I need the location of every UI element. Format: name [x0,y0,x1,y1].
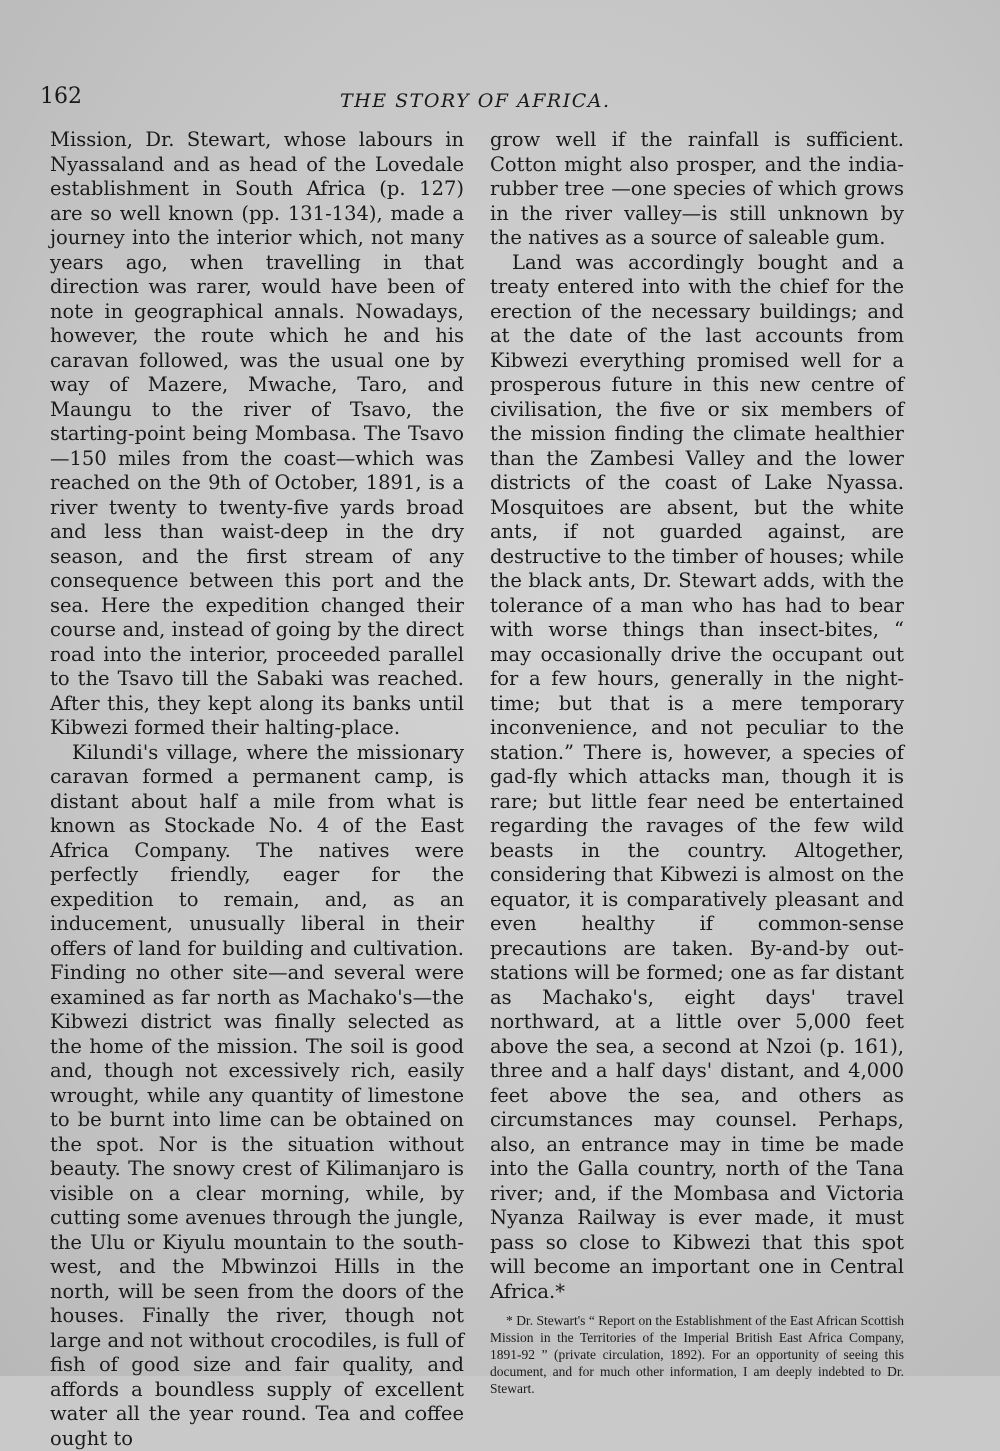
page-number: 162 [40,84,82,109]
left-column [50,128,464,1451]
paragraph: Mission, Dr. Stewart, whose labours in Nyassaland and as head of the Lovedale establishment in South Africa (p. 127) are so well known (pp. 131-134), made a journey into the interior which, not many years ago, when travelling in that direction was rarer, would have been of note in geographical annals. Nowadays, however, the route which he and his caravan followed, was the usual one by way of Mazere, Mwache, Taro, and Maungu to the river of Tsavo, the starting-point being Mombasa. The Tsavo—150 miles from the coast—which was reached on the 9th of October, 1891, is a river twenty to twenty-five yards broad and less than waist-deep in the dry season, and the first stream of any consequence between this port and the sea. Here the expedition changed their course and, instead of going by the direct road into the interior, proceeded parallel to the Tsavo till the Sabaki was reached. After this, they kept along its banks until Kibwezi formed their halting-place. [50,128,464,741]
page-header [40,84,960,124]
right-column [490,128,904,1397]
footnote-text: * Dr. Stewart's “ Report on the Establishment of the East African Scottish Mission in the Territories of the Imperial British East Africa Company, 1891-92 ” (private circulation, 1892). For an opportunity of seeing this document, and for much other information, I am deeply indebted to Dr. Stewart. [490,1312,904,1397]
running-title: THE STORY OF AFRICA. [340,90,611,112]
footnote [490,1312,904,1397]
paragraph: grow well if the rainfall is sufficient. Cotton might also prosper, and the india-rubber tree —one species of which grows in the river valley—is still unknown by the natives as a source of saleable gum. [490,128,904,251]
paragraph: Land was accordingly bought and a treaty entered into with the chief for the erection of the necessary buildings; and at the date of the last accounts from Kibwezi everything promised well for a prosperous future in this new centre of civilisation, the five or six members of the mission finding the climate healthier than the Zambesi Valley and the lower districts of the coast of Lake Nyassa. Mosquitoes are absent, but the white ants, if not guarded against, are destructive to the timber of houses; while the black ants, Dr. Stewart adds, with the tolerance of a man who has had to bear with worse things than insect-bites, “ may occasionally drive the occupant out for a few hours, generally in the night-time; but that is a mere temporary inconvenience, and not peculiar to the station.” There is, however, a species of gad-fly which attacks man, though it is rare; but little fear need be entertained regarding the ravages of the few wild beasts in the country. Altogether, considering that Kibwezi is almost on the equator, it is comparatively pleasant and even healthy if common-sense precautions are taken. By-and-by out-stations will be formed; one as far distant as Machako's, eight days' travel northward, at a little over 5,000 feet above the sea, a second at Nzoi (p. 161), three and a half days' distant, and 4,000 feet above the sea, and others as circumstances may counsel. Perhaps, also, an entrance may in time be made into the Galla country, north of the Tana river; and, if the Mombasa and Victoria Nyanza Railway is ever made, it must pass so close to Kibwezi that this spot will become an important one in Central Africa.* [490,251,904,1305]
paragraph: Kilundi's village, where the missionary caravan formed a permanent camp, is distant about half a mile from what is known as Stockade No. 4 of the East Africa Company. The natives were perfectly friendly, eager for the expedition to remain, and, as an inducement, unusually liberal in their offers of land for building and cultivation. Finding no other site—and several were examined as far north as Machako's—the Kibwezi district was finally selected as the home of the mission. The soil is good and, though not excessively rich, easily wrought, while any quantity of limestone to be burnt into lime can be obtained on the spot. Nor is the situation without beauty. The snowy crest of Kilimanjaro is visible on a clear morning, while, by cutting some avenues through the jungle, the Ulu or Kiyulu mountain to the south-west, and the Mbwinzoi Hills in the north, will be seen from the doors of the houses. Finally the river, though not large and not without crocodiles, is full of fish of good size and fair quality, and affords a boundless supply of excellent water all the year round. Tea and coffee ought to [50,741,464,1451]
